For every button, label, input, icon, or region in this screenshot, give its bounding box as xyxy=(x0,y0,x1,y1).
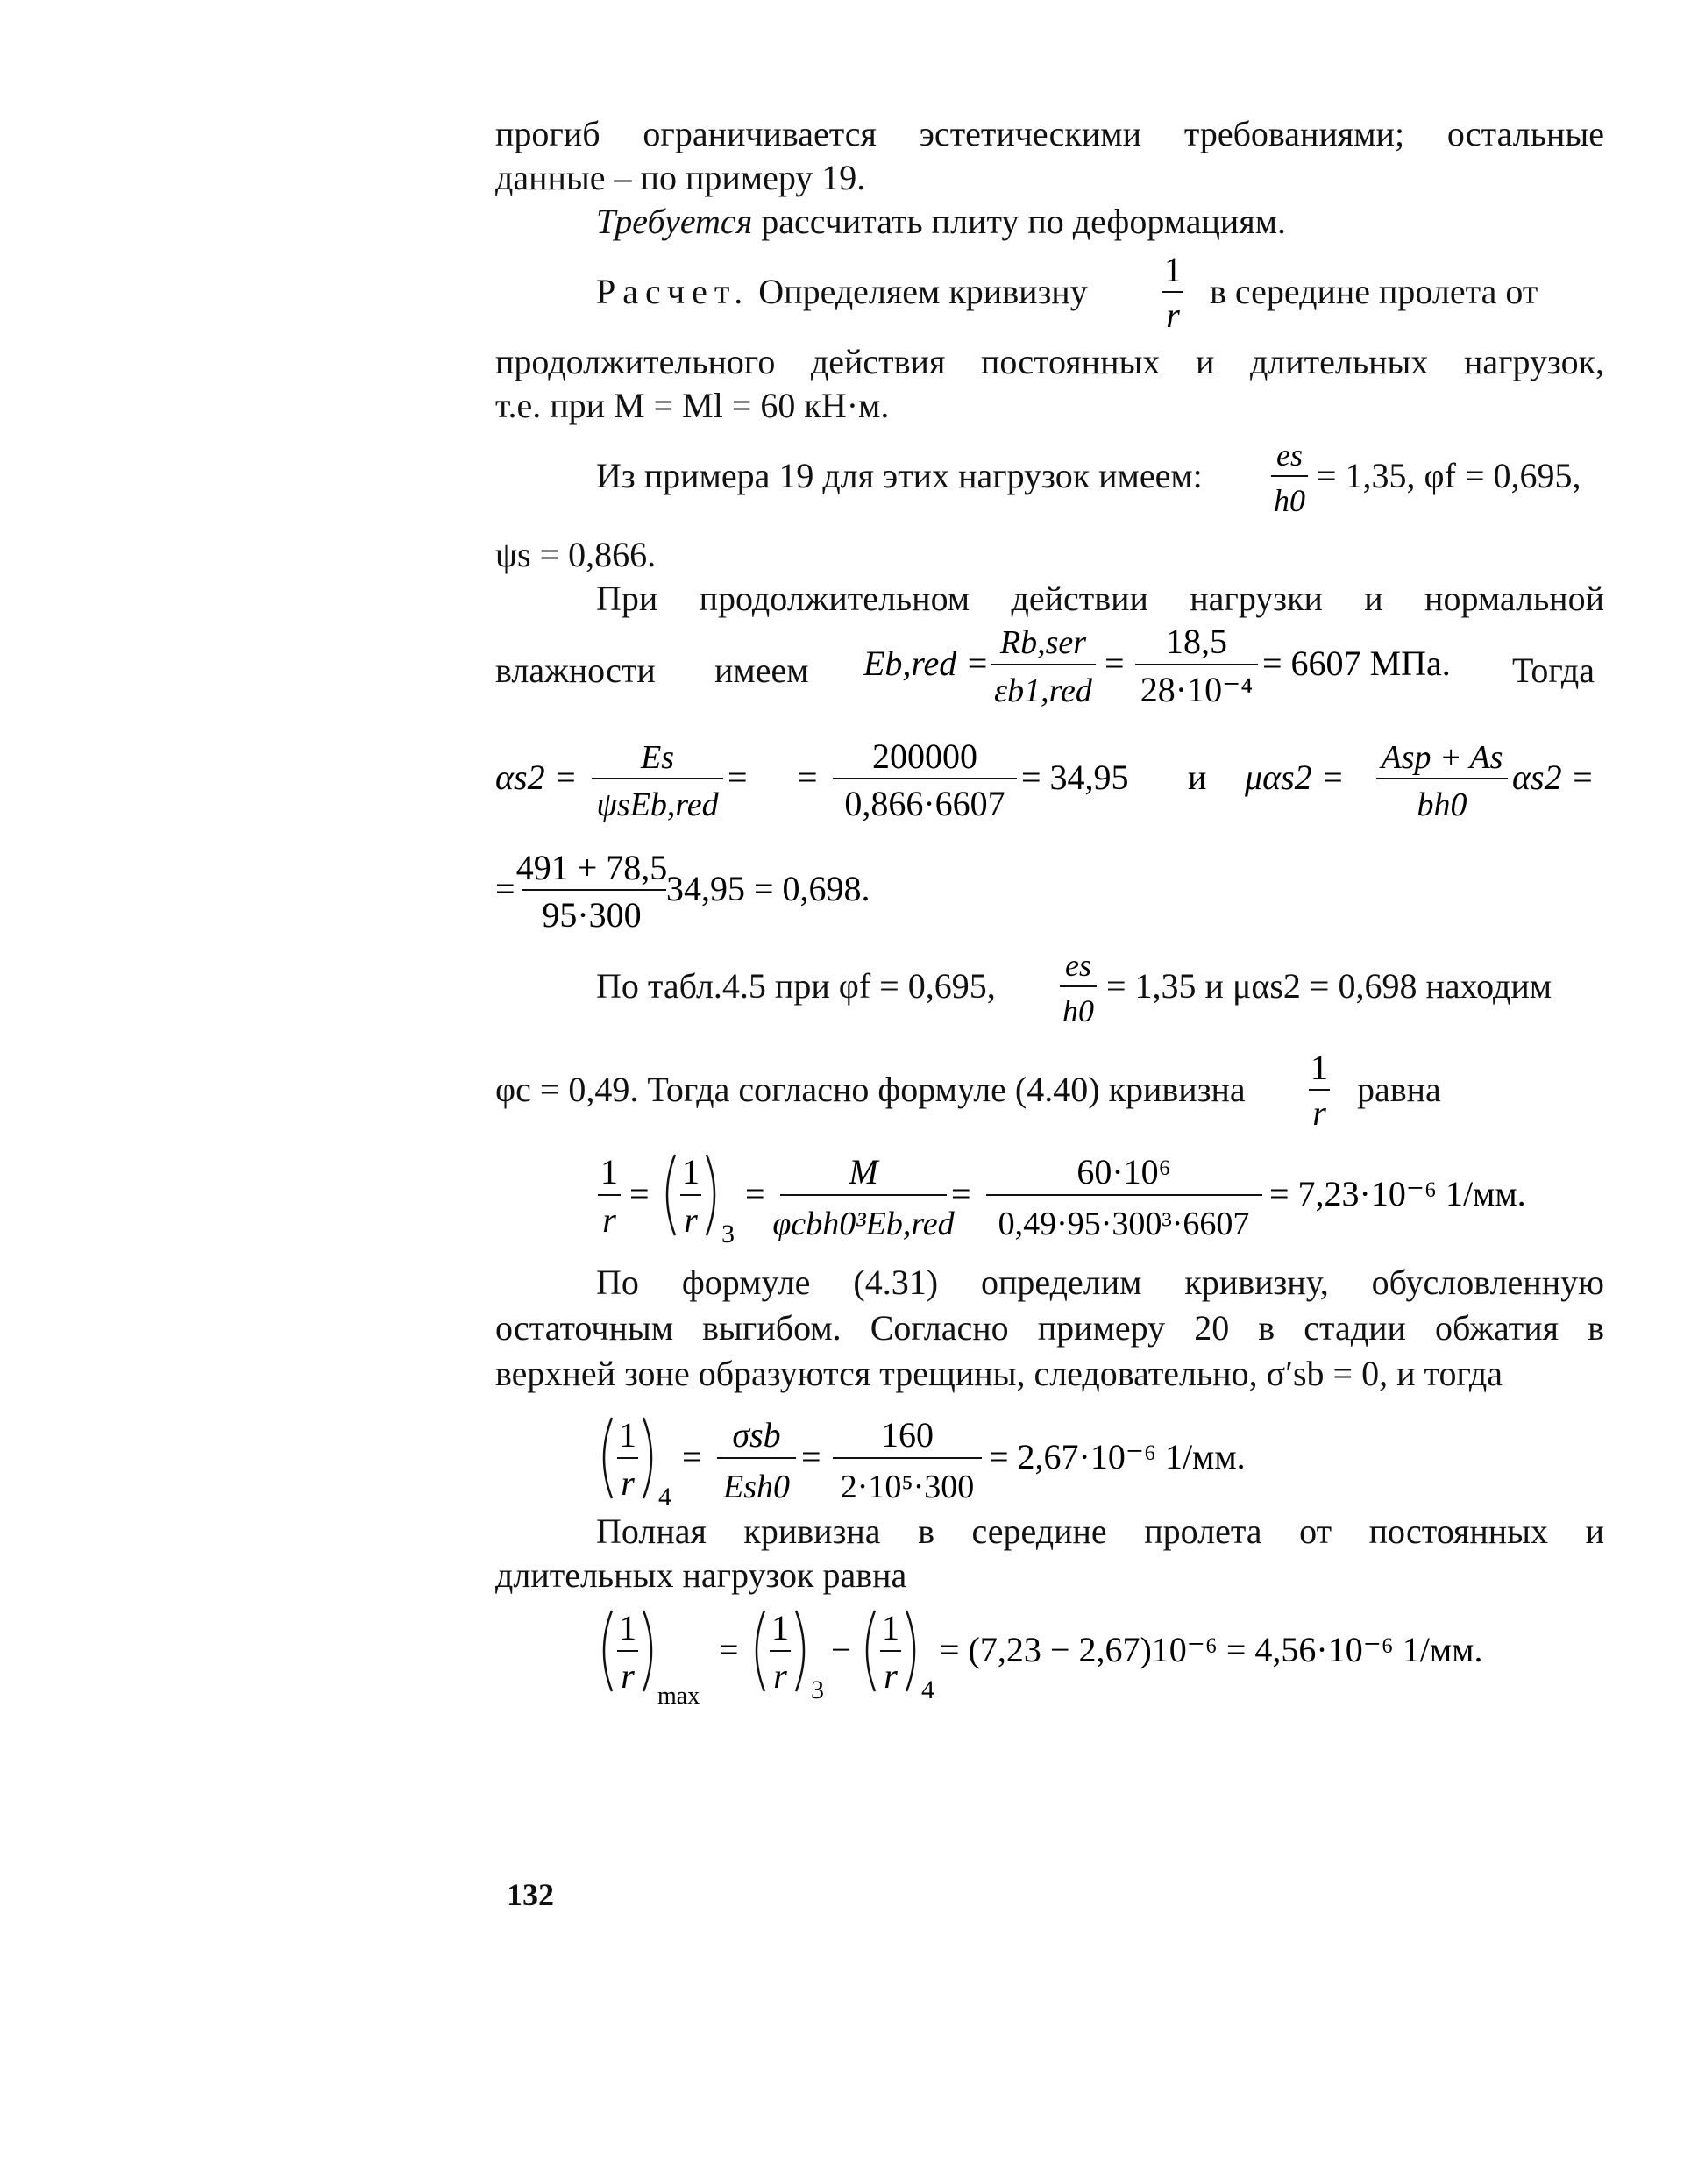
fraction-numerator: M xyxy=(849,1152,878,1192)
equals-sign: = xyxy=(682,1437,702,1476)
fraction-numerator: 200000 xyxy=(872,736,977,776)
fraction-numerator: 160 xyxy=(881,1415,934,1455)
fraction-denominator: 0,49·95·300³·6607 xyxy=(998,1206,1250,1242)
fraction-denominator: r xyxy=(684,1200,698,1240)
fraction-denominator: εb1,red xyxy=(994,672,1092,709)
paragraph-line: По табл.4.5 при φf = 0,695, xyxy=(596,966,996,1006)
conjunction: и xyxy=(1188,758,1207,797)
subscript: 4 xyxy=(658,1483,671,1512)
fraction-numerator: 60·10⁶ xyxy=(1076,1152,1171,1192)
eq-lhs: μαs2 = xyxy=(1245,758,1345,797)
subscript: 3 xyxy=(811,1675,824,1704)
paragraph-line: данные – по примеру 19. xyxy=(495,158,866,197)
subscript: 3 xyxy=(721,1220,735,1249)
equation-svg xyxy=(495,846,1021,943)
eq-result: = 7,23·10⁻⁶ 1/мм. xyxy=(1269,1174,1526,1213)
equation-curvature-max xyxy=(596,1600,1560,1732)
fraction-denominator: h0 xyxy=(1274,483,1305,518)
eq-tail: αs2 = xyxy=(1512,758,1595,797)
equation-alpha-s2 xyxy=(495,735,1617,840)
fraction-svg xyxy=(1302,1046,1337,1134)
fraction-numerator: 1 xyxy=(1164,250,1182,289)
paragraph-line: влажности xyxy=(495,651,656,690)
fraction-denominator: bh0 xyxy=(1417,786,1467,823)
equation-svg xyxy=(863,618,1477,715)
eq-result: = 2,67·10⁻⁶ 1/мм. xyxy=(989,1437,1246,1476)
fraction-svg xyxy=(1155,248,1190,336)
fraction-numerator: Rb,ser xyxy=(999,624,1087,661)
equals-sign: = xyxy=(629,1174,650,1213)
equals-sign: = xyxy=(728,758,748,797)
fraction-numerator: Asp + As xyxy=(1381,739,1503,776)
paragraph-line: Тогда xyxy=(1512,651,1595,690)
equation-mu-value xyxy=(495,846,1021,951)
equals-sign: = xyxy=(719,1630,739,1669)
fraction-numerator: 1 xyxy=(619,1608,636,1647)
equation-eb-red xyxy=(863,618,1477,723)
equals-sign: = xyxy=(745,1174,765,1213)
paragraph-line: в середине пролета от xyxy=(1210,272,1538,311)
equals-sign: = xyxy=(1105,644,1125,683)
fraction-numerator: 1 xyxy=(771,1608,789,1647)
fraction-denominator: r xyxy=(602,1200,616,1240)
fraction-numerator: σsb xyxy=(732,1415,781,1455)
paragraph-line: По формуле (4.31) определим кривизну, обусловленную xyxy=(596,1263,1604,1302)
fraction-denominator: r xyxy=(1166,295,1180,335)
fraction-svg xyxy=(1056,943,1100,1030)
fraction-numerator: 1 xyxy=(600,1152,618,1192)
paragraph-line xyxy=(596,200,1286,244)
paragraph-line xyxy=(596,270,1088,314)
equals-sign: = xyxy=(495,869,515,908)
paragraph-line: равна xyxy=(1357,1070,1441,1109)
right-paren xyxy=(643,1611,651,1691)
fraction-denominator: 0,866·6607 xyxy=(844,784,1005,823)
text-span: Определяем кривизну xyxy=(749,272,1088,311)
paragraph-line: верхней зоне образуются трещины, следовательно, σ′sb = 0, и тогда xyxy=(495,1354,1503,1393)
equation-svg xyxy=(596,1144,1622,1258)
eq-tail: 34,95 = 0,698. xyxy=(666,869,870,908)
equation-curvature-3 xyxy=(596,1144,1622,1267)
paragraph-line: длительных нагрузок равна xyxy=(495,1555,907,1595)
paragraph-line: Из примера 19 для этих нагрузок имеем: xyxy=(596,456,1203,495)
left-paren xyxy=(604,1611,612,1691)
left-paren xyxy=(757,1611,764,1691)
fraction-numerator: 1 xyxy=(1311,1048,1328,1087)
right-paren xyxy=(643,1418,651,1498)
eq-result: = (7,23 − 2,67)10⁻⁶ = 4,56·10⁻⁶ 1/мм. xyxy=(940,1630,1483,1669)
section-label: Расчет. xyxy=(596,272,750,311)
fraction-denominator: r xyxy=(621,1656,635,1696)
fraction-denominator: h0 xyxy=(1062,993,1094,1028)
eq-result: = 6607 МПа. xyxy=(1262,644,1451,683)
paragraph-line: т.е. при M = Ml = 60 кН·м. xyxy=(495,386,890,425)
paragraph-line: ψs = 0,866. xyxy=(495,535,657,574)
inline-fraction-1-r xyxy=(1302,1046,1337,1142)
fraction-numerator: 491 + 78,5 xyxy=(515,848,668,887)
emphasis-text: Требуется xyxy=(596,202,753,241)
fraction-denominator: ψsEb,red xyxy=(596,786,719,823)
page-number: 132 xyxy=(507,1877,554,1912)
fraction-denominator: r xyxy=(1312,1093,1326,1133)
paragraph-line: остаточным выгибом. Согласно примеру 20 в стадии обжатия в xyxy=(495,1308,1604,1348)
left-paren xyxy=(867,1611,875,1691)
equation-svg xyxy=(495,735,1617,831)
fraction-numerator: 1 xyxy=(682,1152,700,1192)
paragraph-line: прогиб ограничивается эстетическими требованиями; остальные xyxy=(495,114,1604,153)
fraction-denominator: r xyxy=(621,1463,635,1503)
fraction-denominator: 2·10⁵·300 xyxy=(840,1469,975,1505)
subscript: 4 xyxy=(921,1675,934,1704)
paragraph-line: имеем xyxy=(714,651,809,690)
eq-lhs: αs2 = xyxy=(495,758,578,797)
paragraph-line: = 1,35, φf = 0,695, xyxy=(1317,456,1581,495)
eq-result: = 34,95 xyxy=(1021,758,1129,797)
right-paren xyxy=(707,1155,714,1235)
fraction-numerator: 18,5 xyxy=(1166,622,1227,661)
inline-fraction-es-h0 xyxy=(1268,432,1311,529)
equals-sign: = xyxy=(951,1174,971,1213)
fraction-numerator: 1 xyxy=(882,1608,899,1647)
fraction-numerator: es xyxy=(1065,948,1091,983)
fraction-denominator: φcbh0³Eb,red xyxy=(772,1206,955,1242)
minus-sign: − xyxy=(831,1630,851,1669)
left-paren xyxy=(604,1418,612,1498)
paragraph-line: При продолжительном действии нагрузки и нормальной xyxy=(596,579,1604,618)
fraction-denominator: r xyxy=(773,1656,787,1696)
paragraph-line: φc = 0,49. Тогда согласно формуле (4.40) кривизна xyxy=(495,1070,1246,1109)
right-paren xyxy=(796,1611,804,1691)
left-paren xyxy=(667,1155,675,1235)
fraction-denominator: Esh0 xyxy=(723,1469,790,1505)
fraction-denominator: r xyxy=(884,1656,898,1696)
fraction-svg xyxy=(1268,432,1311,520)
equation-svg xyxy=(596,1407,1297,1521)
subscript: max xyxy=(657,1682,700,1710)
paragraph-line: = 1,35 и μαs2 = 0,698 находим xyxy=(1106,966,1552,1006)
fraction-numerator: Es xyxy=(641,739,674,776)
text-span: рассчитать плиту по деформациям. xyxy=(752,202,1287,241)
eq-lhs: Eb,red = xyxy=(863,644,990,683)
fraction-numerator: es xyxy=(1276,438,1303,473)
paragraph-line: продолжительного действия постоянных и длительных нагрузок, xyxy=(495,342,1604,381)
fraction-denominator: 28·10⁻⁴ xyxy=(1140,670,1254,709)
fraction-denominator: 95·300 xyxy=(542,895,642,935)
inline-fraction-es-h0 xyxy=(1056,943,1100,1039)
inline-fraction-1-r xyxy=(1155,248,1190,345)
paragraph-line: Полная кривизна в середине пролета от постоянных и xyxy=(596,1512,1604,1551)
right-paren xyxy=(906,1611,914,1691)
fraction-numerator: 1 xyxy=(619,1415,636,1455)
equation-svg xyxy=(596,1600,1560,1723)
equals-sign: = xyxy=(798,758,818,797)
equals-sign: = xyxy=(801,1437,821,1476)
